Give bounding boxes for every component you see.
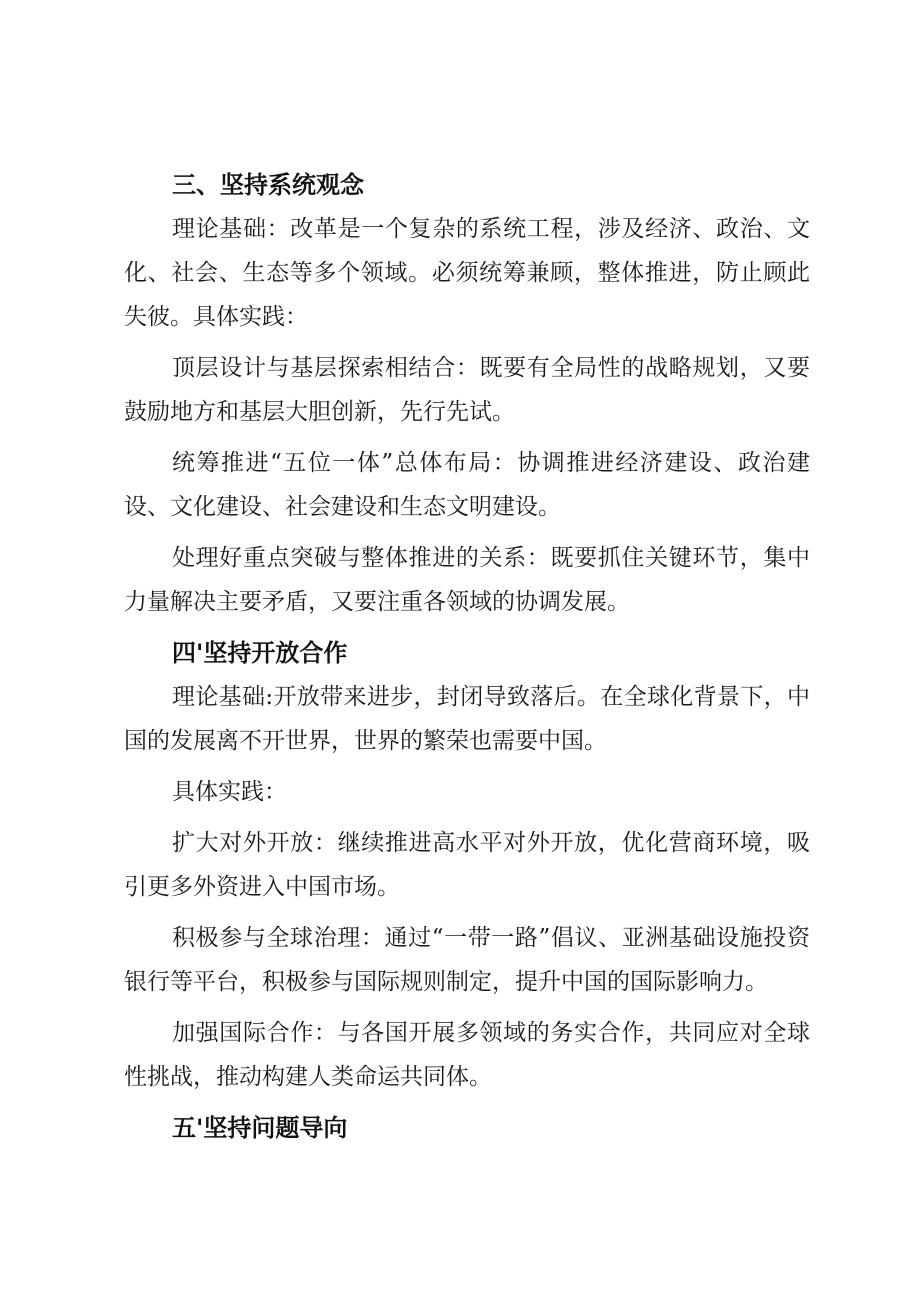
paragraph-practice-label: 具体实践： <box>172 779 287 805</box>
paragraph-open-theory: 理论基础:开放带来进步，封闭导致落后。在全球化背景下，中国的发展离不开世界，世界的繁荣也需要中国。 <box>124 684 810 754</box>
document-page <box>124 163 810 1150</box>
paragraph-key-breakthrough: 处理好重点突破与整体推进的关系：既要抓住关键环节，集中力量解决主要矛盾，又要注重各领域的协调发展。 <box>124 545 810 615</box>
paragraph-top-level-design: 顶层设计与基层探索相结合：既要有全局性的战略规划，又要鼓励地方和基层大胆创新，先行先试。 <box>124 355 810 425</box>
section-heading-3: 三、坚持系统观念 <box>172 171 364 199</box>
section-heading-4: 四'坚持开放合作 <box>172 639 348 667</box>
section-heading-5: 五'坚持问题导向 <box>172 1114 348 1142</box>
paragraph-global-governance: 积极参与全球治理：通过“一带一路”倡议、亚洲基础设施投资银行等平台，积极参与国际规则制定，提升中国的国际影响力。 <box>124 925 810 995</box>
paragraph-international-cooperation: 加强国际合作：与各国开展多领域的务实合作，共同应对全球性挑战，推动构建人类命运共同体。 <box>124 1020 810 1090</box>
paragraph-expand-opening: 扩大对外开放：继续推进高水平对外开放，优化营商环境，吸引更多外资进入中国市场。 <box>124 830 810 900</box>
paragraph-five-in-one: 统筹推进“五位一体”总体布局：协调推进经济建设、政治建设、文化建设、社会建设和生态文明建设。 <box>124 450 810 520</box>
paragraph-theory-basis: 理论基础：改革是一个复杂的系统工程，涉及经济、政治、文化、社会、生态等多个领域。必须统筹兼顾，整体推进，防止顾此失彼。具体实践： <box>124 216 810 330</box>
